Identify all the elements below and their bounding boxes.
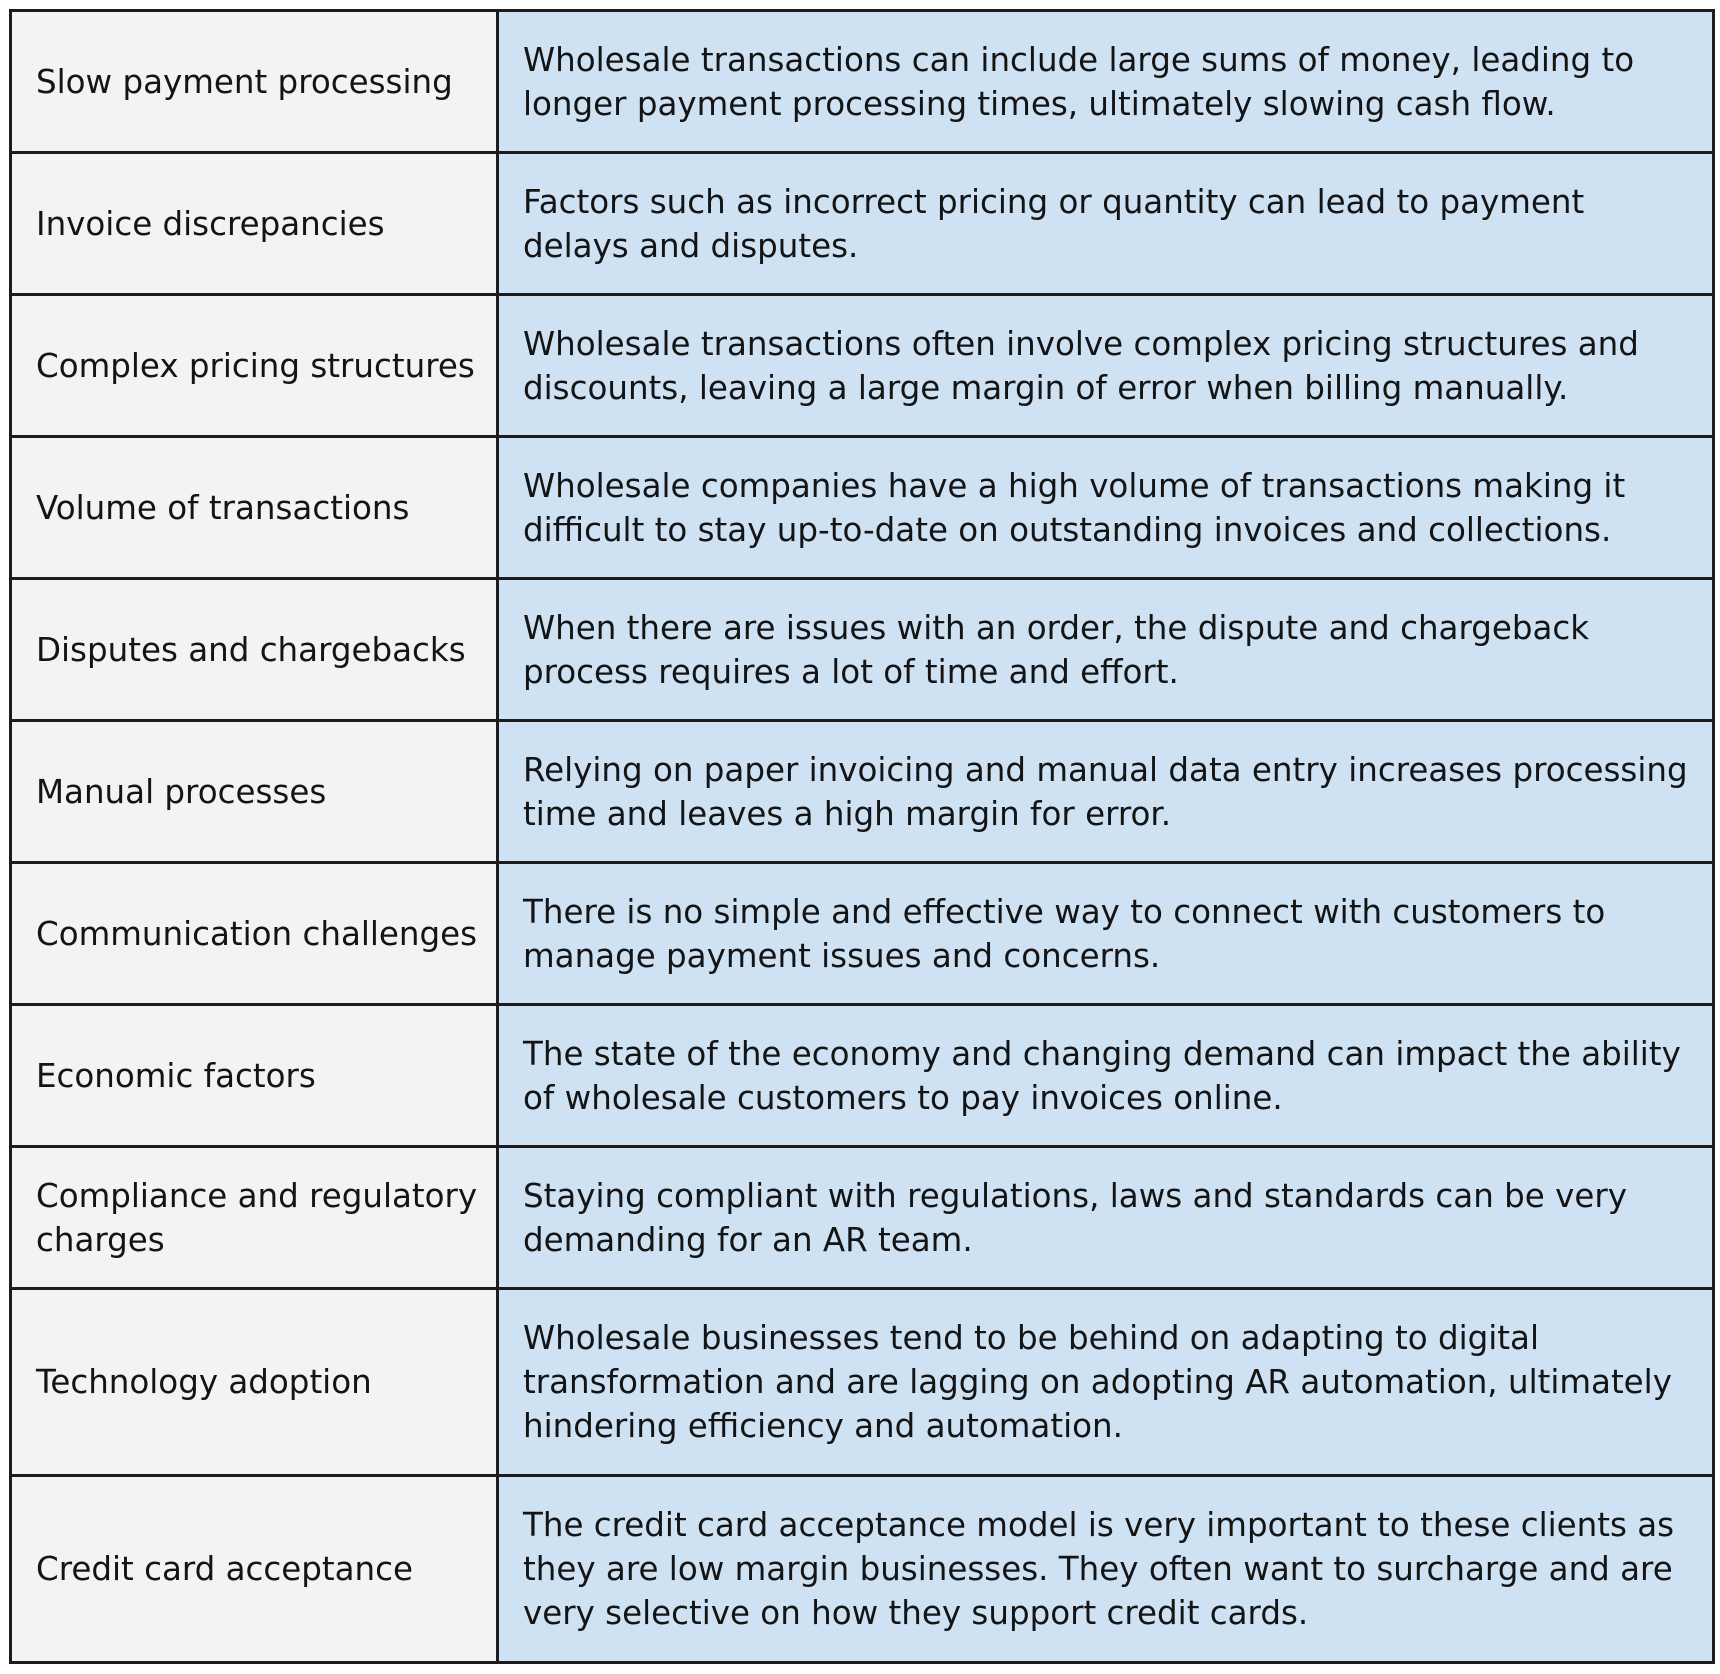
challenge-name: Manual processes [36,772,327,811]
challenge-name: Economic factors [36,1056,316,1095]
table-row [11,721,1714,863]
challenge-name-cell [11,1147,498,1289]
challenge-name-cell [11,1476,498,1663]
table-row [11,1147,1714,1289]
challenge-description-cell [498,153,1714,295]
table-row [11,863,1714,1005]
challenge-name: Invoice discrepancies [36,204,385,243]
challenge-description-cell [498,721,1714,863]
table-row [11,153,1714,295]
challenge-description-cell [498,11,1714,153]
table-row [11,579,1714,721]
challenge-description: Wholesale businesses tend to be behind on adapting to digital transformation and are lagging on adopting AR automation, ultimately hindering efficiency and automation. [523,1319,1672,1445]
challenge-description-cell [498,1289,1714,1476]
challenge-name: Communication challenges [36,914,478,953]
challenge-description: When there are issues with an order, the dispute and chargeback process requires a lot of time and effort. [523,608,1590,691]
table-row [11,295,1714,437]
challenge-name-cell [11,579,498,721]
challenge-name-cell [11,295,498,437]
challenge-description: Factors such as incorrect pricing or quantity can lead to payment delays and disputes. [523,182,1585,265]
challenge-name: Slow payment processing [36,62,453,101]
challenge-description: Relying on paper invoicing and manual data entry increases processing time and leaves a high margin for error. [523,750,1688,833]
challenge-name: Disputes and chargebacks [36,630,466,669]
challenge-name: Technology adoption [36,1363,372,1401]
challenge-description-cell [498,1147,1714,1289]
table-row [11,1476,1714,1663]
challenge-description-cell [498,295,1714,437]
challenge-description-cell [498,579,1714,721]
challenge-name-cell [11,153,498,295]
table-row [11,1289,1714,1476]
challenge-name: Compliance and regulatory charges [36,1176,478,1259]
challenge-description: Wholesale transactions can include large sums of money, leading to longer payment processing times, ultimately slowing cash flow. [523,40,1635,123]
challenge-description-cell [498,863,1714,1005]
challenge-name: Volume of transactions [36,488,410,527]
table-row [11,11,1714,153]
challenge-description-cell [498,1005,1714,1147]
challenge-description: The state of the economy and changing demand can impact the ability of wholesale customers to pay invoices online. [523,1034,1681,1117]
challenge-description: Wholesale companies have a high volume of transactions making it difficult to stay up-to-date on outstanding invoices and collections. [523,466,1626,549]
challenge-name-cell [11,437,498,579]
challenge-name: Complex pricing structures [36,346,475,385]
table-row [11,1005,1714,1147]
challenge-name-cell [11,11,498,153]
challenge-description: Wholesale transactions often involve complex pricing structures and discounts, leaving a large margin of error when billing manually. [523,324,1639,407]
challenge-description-cell [498,437,1714,579]
challenge-name-cell [11,1289,498,1476]
challenges-table [9,9,1715,1664]
table-row [11,437,1714,579]
challenge-name: Credit card acceptance [36,1550,414,1588]
challenge-description: Staying compliant with regulations, laws and standards can be very demanding for an AR team. [523,1176,1627,1259]
challenge-name-cell [11,1005,498,1147]
challenge-description-cell [498,1476,1714,1663]
challenge-name-cell [11,863,498,1005]
challenge-description: The credit card acceptance model is very important to these clients as they are low margin businesses. They often want to surcharge and are very selective on how they support credit cards. [523,1506,1675,1632]
challenge-name-cell [11,721,498,863]
challenge-description: There is no simple and effective way to connect with customers to manage payment issues and concerns. [523,892,1606,975]
